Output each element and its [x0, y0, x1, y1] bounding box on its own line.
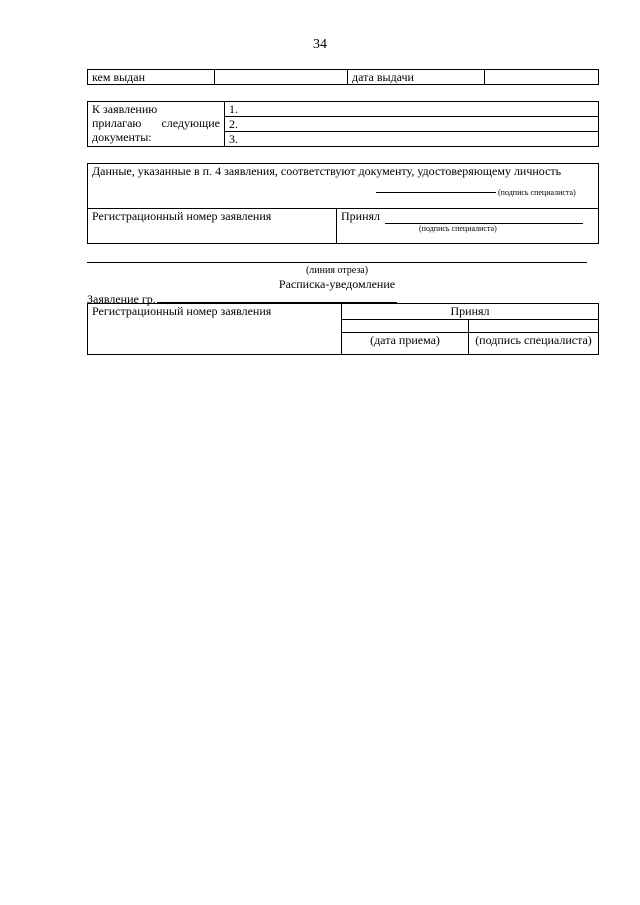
receipt-signature-caption: (подпись специалиста)	[469, 333, 599, 355]
issue-date-label: дата выдачи	[348, 70, 485, 85]
accepted-signature-caption: (подпись специалиста)	[419, 224, 497, 233]
verification-text: Данные, указанные в п. 4 заявления, соответствуют документу, удостоверяющему личность	[92, 164, 562, 178]
attachments-label-line-1: К заявлению	[92, 102, 158, 116]
attachment-item-1[interactable]: 1.	[225, 102, 599, 117]
receipt-accepted-header: Принял	[342, 304, 599, 320]
attachments-table	[87, 101, 599, 147]
attachments-label-line-2: прилагаю следующие	[92, 116, 220, 130]
reg-number-label: Регистрационный номер заявления	[92, 209, 272, 223]
reg-number-cell[interactable]	[88, 209, 337, 244]
cut-line	[87, 262, 587, 263]
page-number: 34	[313, 37, 327, 52]
receipt-date-caption: (дата приема)	[342, 333, 469, 355]
cut-label: (линия отреза)	[305, 265, 369, 276]
receipt-signature-field[interactable]	[469, 319, 599, 333]
statement-label: Заявление гр.	[87, 292, 156, 306]
receipt-title: Расписка-уведомление	[278, 277, 396, 291]
issued-by-field[interactable]	[215, 70, 348, 85]
issued-by-label: кем выдан	[88, 70, 215, 85]
verification-signature-line[interactable]	[376, 192, 496, 193]
receipt-reg-number-label: Регистрационный номер заявления	[92, 304, 272, 318]
receipt-table	[87, 303, 599, 355]
verification-table	[87, 163, 599, 244]
issue-date-field[interactable]	[485, 70, 599, 85]
verification-cell	[88, 164, 599, 209]
attachment-item-3[interactable]: 3.	[225, 132, 599, 147]
receipt-reg-number-cell[interactable]	[88, 304, 342, 355]
verification-signature-caption: (подпись специалиста)	[498, 188, 576, 197]
attachment-item-2[interactable]: 2.	[225, 117, 599, 132]
attachments-label-line-3: документы:	[92, 130, 152, 144]
receipt-date-field[interactable]	[342, 319, 469, 333]
accepted-label: Принял	[341, 209, 381, 223]
issued-table	[87, 69, 599, 85]
attachments-label	[88, 102, 225, 147]
accepted-cell	[337, 209, 599, 244]
